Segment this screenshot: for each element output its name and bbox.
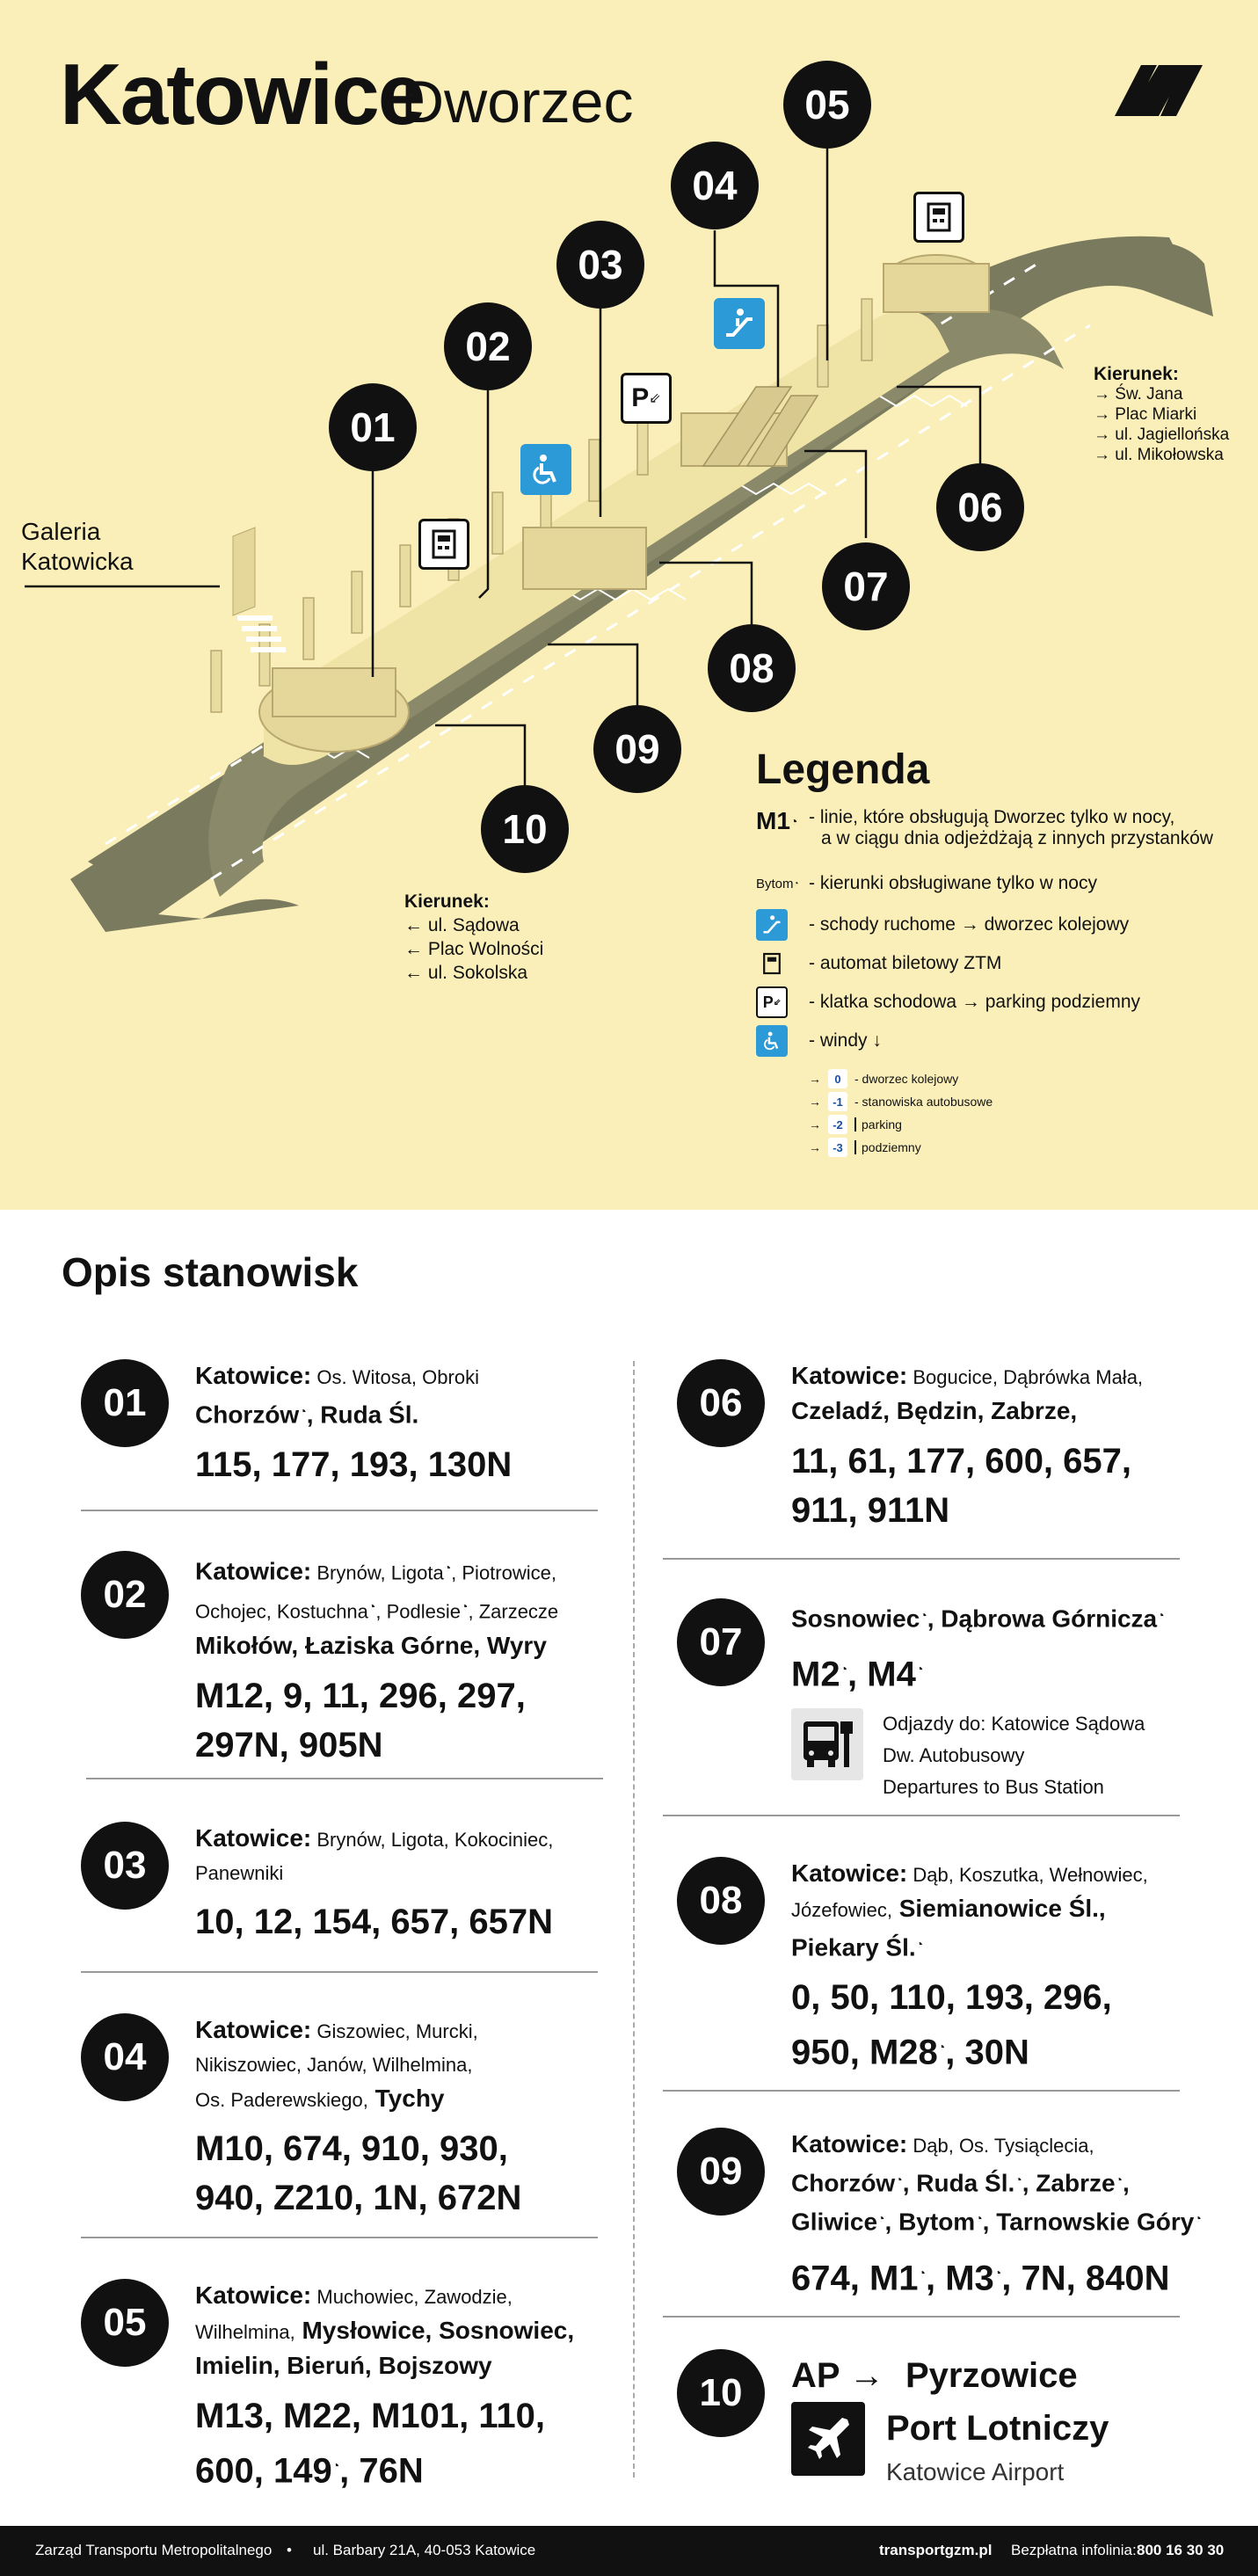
parking-stairs-icon: P ⇙	[756, 986, 788, 1018]
line-numbers: M12, 9, 11, 296, 297, 297N, 905N	[195, 1676, 526, 1765]
legend-escalator: - schody ruchome → dworzec kolejowy	[756, 909, 1129, 941]
legend-night-directions: Bytom ◔ - kierunki obsługiwane tylko w nocy	[756, 873, 1097, 893]
line-numbers: 674, M1◔, M3◔, 7N, 840N	[791, 2258, 1170, 2297]
escalator-icon	[714, 298, 765, 349]
map-stop-03[interactable]: 03	[556, 221, 644, 309]
map-illustration	[0, 0, 1258, 1210]
footer-bullet: •	[287, 2542, 292, 2558]
line-numbers: 115, 177, 193, 130N	[195, 1445, 513, 1485]
stop-number: 10	[677, 2349, 765, 2437]
legend-level-1: → -1 - stanowiska autobusowe	[809, 1092, 993, 1111]
wheelchair-icon	[756, 1025, 788, 1057]
legend-level-2: → -2 parking	[809, 1115, 902, 1134]
footer	[0, 2526, 1258, 2576]
map-stop-06[interactable]: 06	[936, 463, 1024, 551]
stop-number: 04	[81, 2013, 169, 2101]
map-stop-04[interactable]: 04	[671, 142, 759, 229]
entry-separator	[663, 2090, 1180, 2092]
stop-number: 05	[81, 2279, 169, 2367]
section-title: Opis stanowisk	[62, 1249, 359, 1295]
stop-number: 07	[677, 1598, 765, 1686]
legend-title: Legenda	[756, 746, 930, 793]
galeria-label: Galeria Katowicka	[21, 518, 134, 575]
bus-station-note: Odjazdy do: Katowice Sądowa Dw. Autobusowy Departures to Bus Station	[791, 1708, 1204, 1803]
ticket-machine-icon	[418, 519, 469, 570]
stop-number: 03	[81, 1822, 169, 1910]
station-map	[0, 0, 1258, 1210]
map-stop-05[interactable]: 05	[783, 61, 871, 149]
line-numbers: 11, 61, 177, 600, 657, 911, 911N	[791, 1442, 1132, 1530]
stop-number: 01	[81, 1359, 169, 1447]
entry-separator	[81, 1971, 598, 1973]
stop-number: 02	[81, 1551, 169, 1639]
legend-level-0: → 0 - dworzec kolejowy	[809, 1069, 958, 1088]
entry-separator	[663, 1558, 1180, 1560]
map-stop-10[interactable]: 10	[481, 785, 569, 873]
stop-number: 08	[677, 1857, 765, 1945]
wheelchair-icon	[520, 444, 571, 495]
line-numbers: 10, 12, 154, 657, 657N	[195, 1903, 553, 1941]
entry-separator	[663, 2316, 1180, 2318]
legend-night-lines: M1 ◔ - linie, które obsługują Dworzec tylko w nocy, a w ciągu dnia odjeżdżają z innych przystanków	[756, 807, 1213, 848]
footer-address: ul. Barbary 21A, 40-053 Katowice	[313, 2542, 536, 2558]
entry-separator	[81, 2237, 598, 2238]
direction-west: Kierunek: ← ul. Sądowa ← Plac Wolności ← ul. Sokolska	[404, 891, 544, 983]
line-numbers: 0, 50, 110, 193, 296, 950, M28◔, 30N	[791, 1978, 1112, 2072]
entry-separator	[86, 1778, 603, 1779]
bus-icon	[791, 1708, 863, 1780]
stop-number: 09	[677, 2128, 765, 2216]
page-title: Katowice	[60, 46, 425, 142]
legend-ticket-machine: - automat biletowy ZTM	[756, 948, 1001, 979]
airplane-icon	[791, 2402, 865, 2476]
legend-level-3: → -3 podziemny	[809, 1138, 921, 1157]
gzm-logo	[1115, 65, 1203, 116]
map-stop-01[interactable]: 01	[329, 383, 417, 471]
ticket-machine-icon	[756, 948, 788, 979]
entry-separator	[81, 1510, 598, 1511]
entry-separator	[663, 1815, 1180, 1816]
direction-east: Kierunek: → Św. Jana → Plac Miarki → ul. Jagiellońska → ul. Mikołowska	[1094, 364, 1230, 464]
legend-parking-stairs: P ⇙ - klatka schodowa → parking podziemny	[756, 986, 1140, 1018]
column-divider	[633, 1361, 635, 2478]
map-stop-09[interactable]: 09	[593, 705, 681, 793]
line-numbers: M10, 674, 910, 930, 940, Z210, 1N, 672N	[195, 2129, 522, 2217]
line-numbers: M2◔, M4◔	[791, 1655, 924, 1694]
footer-info-label: Bezpłatna infolinia:	[1011, 2542, 1137, 2558]
map-stop-02[interactable]: 02	[444, 302, 532, 390]
ticket-machine-icon	[913, 192, 964, 243]
page-subtitle: Dworzec	[401, 69, 634, 135]
parking-stairs-icon: P ⇙	[621, 373, 672, 424]
stop-number: 06	[677, 1359, 765, 1447]
map-stop-08[interactable]: 08	[708, 624, 796, 712]
footer-info-number[interactable]: 800 16 30 30	[1137, 2542, 1225, 2558]
escalator-icon	[756, 909, 788, 941]
map-stop-07[interactable]: 07	[822, 542, 910, 630]
footer-website[interactable]: transportgzm.pl	[879, 2542, 993, 2558]
line-numbers: M13, M22, M101, 110, 600, 149◔, 76N	[195, 2397, 546, 2491]
footer-org: Zarząd Transportu Metropolitalnego	[35, 2542, 273, 2558]
legend-elevator: - windy ↓	[756, 1025, 882, 1057]
